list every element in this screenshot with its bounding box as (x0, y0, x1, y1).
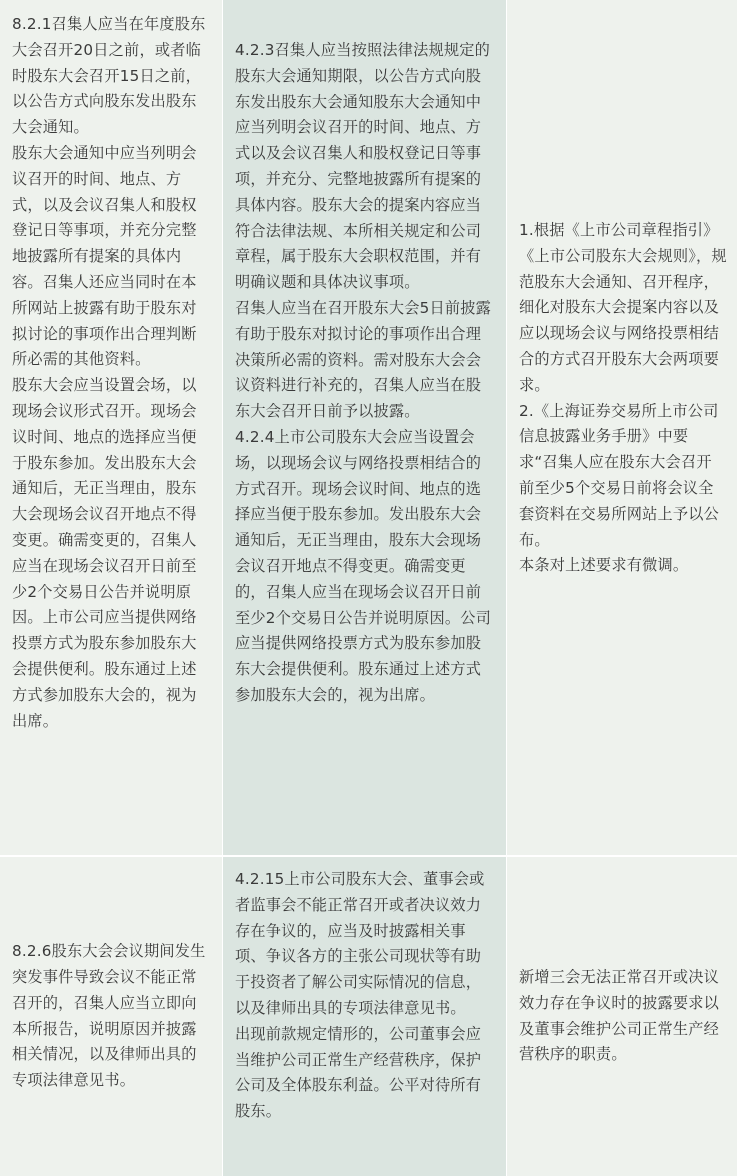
column-divider (222, 0, 223, 1176)
row1-note-para-2: 2.《上海证券交易所上市公司信息披露业务手册》中要求“召集人应在股东大会召开前至少5个交易日前将会议全套资料在交易所网站上予以公布。 (519, 401, 720, 549)
row2-note-para-1: 新增三会无法正常召开或决议效力存在争议时的披露要求以及董事会维护公司正常生产经营秩序的职责。 (519, 967, 720, 1064)
row1-note-para-3: 本条对上述要求有微调。 (519, 556, 689, 575)
row1-new-rule-para-2: 召集人应当在召开股东大会5日前披露有助于股东对拟讨论的事项作出合理决策所必需的资料。需对股东大会会议资料进行补充的，召集人应当在股东大会召开日前予以披露。 (235, 298, 492, 421)
row1-note-para-1: 1.根据《上市公司章程指引》《上市公司股东大会规则》，规范股东大会通知、召开程序，细化对股东大会提案内容以及应以现场会议与网络投票相结合的方式召开股东大会两项要求。 (519, 221, 727, 394)
row1-old-rule-para-3: 股东大会应当设置会场，以现场会议形式召开。现场会议时间、地点的选择应当便于股东参加。发出股东大会通知后，无正当理由，股东大会现场会议召开地点不得变更。确需变更的，召集人应当在现场会议召开日前至少2个交易日公告并说明原因。上市公司应当提供网络投票方式为股东参加股东大会提供便利。股东通过上述方式参加股东大会的，视为出席。 (12, 376, 197, 730)
row2-note-cell (507, 857, 737, 1176)
row1-old-rule-para-1: 8.2.1召集人应当在年度股东大会召开20日之前，或者临时股东大会召开15日之前，以公告方式向股东发出股东大会通知。 (12, 15, 206, 137)
row1-old-rule-cell (0, 0, 222, 855)
row2-old-rule-para-1: 8.2.6股东大会会议期间发生突发事件导致会议不能正常召开的，召集人应当立即向本所报告，说明原因并披露相关情况，以及律师出具的专项法律意见书。 (12, 942, 206, 1090)
row1-new-rule-cell (223, 0, 506, 855)
row1-old-rule-para-2: 股东大会通知中应当列明会议召开的时间、地点、方式，以及会议召集人和股权登记日等事项，并充分完整地披露所有提案的具体内容。召集人还应当同时在本所网站上披露有助于股东对拟讨论的事项作出合理判断所必需的其他资料。 (12, 143, 197, 369)
row1-new-rule-para-1: 4.2.3召集人应当按照法律法规规定的股东大会通知期限，以公告方式向股东发出股东大会通知股东大会通知中应当列明会议召开的时间、地点、方式以及会议召集人和股权登记日等事项，并充分、完整地披露所有提案的具体内容。股东大会的提案内容应当符合法律法规、本所相关规定和公司章程，属于股东大会职权范围，并有明确议题和具体决议事项。 (235, 41, 491, 292)
row2-new-rule-cell (223, 857, 506, 1176)
row1-new-rule-para-3: 4.2.4上市公司股东大会应当设置会场，以现场会议与网络投票相结合的方式召开。现场会议时间、地点的选择应当便于股东参加。发出股东大会通知后，无正当理由，股东大会现场会议召开地点不得变更。确需变更的，召集人应当在现场会议召开日前至少2个交易日公告并说明原因。公司应当提供网络投票方式为股东参加股东大会提供便利。股东通过上述方式参加股东大会的，视为出席。 (235, 427, 492, 704)
row-divider (0, 855, 737, 857)
row2-old-rule-cell (0, 857, 222, 1176)
row1-note-cell (507, 0, 737, 855)
row2-new-rule-para-2: 出现前款规定情形的，公司董事会应当维护公司正常生产经营秩序，保护公司及全体股东利益。公平对待所有股东。 (235, 1024, 482, 1121)
column-divider (506, 0, 507, 1176)
row2-new-rule-para-1: 4.2.15上市公司股东大会、董事会或者监事会不能正常召开或者决议效力存在争议的，应当及时披露相关事项、争议各方的主张公司现状等有助于投资者了解公司实际情况的信息，以及律师出具的专项法律意见书。 (235, 870, 485, 1017)
